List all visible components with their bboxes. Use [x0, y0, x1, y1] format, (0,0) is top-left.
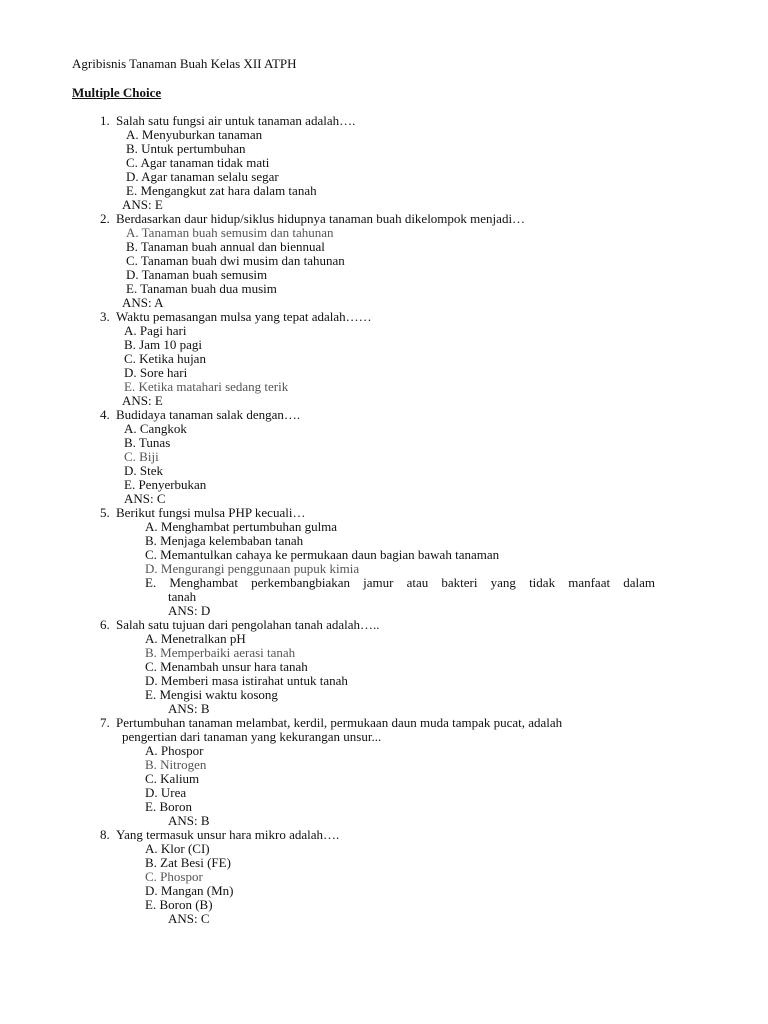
answer-option: D. Mangan (Mn) [145, 883, 234, 898]
answer-key: ANS: C [124, 491, 166, 506]
answer-option: A. Menetralkan pH [145, 631, 246, 646]
answer-option: A. Menghambat pertumbuhan gulma [145, 519, 338, 534]
answer-option: A. Klor (CI) [145, 841, 210, 856]
question-text: Salah satu fungsi air untuk tanaman adalah…. [116, 113, 356, 128]
question-number: 4. [100, 407, 110, 422]
answer-option: D. Agar tanaman selalu segar [126, 169, 279, 184]
answer-option: E. Mengangkut zat hara dalam tanah [126, 183, 317, 198]
question-text: Berikut fungsi mulsa PHP kecuali… [116, 505, 306, 520]
answer-key: ANS: A [122, 295, 164, 310]
answer-option: A. Menyuburkan tanaman [126, 127, 263, 142]
answer-option: B. Zat Besi (FE) [145, 855, 231, 870]
answer-option: B. Tunas [124, 435, 171, 450]
answer-option: A. Pagi hari [124, 323, 187, 338]
answer-option: D. Tanaman buah semusim [126, 267, 268, 282]
answer-option: E. Tanaman buah dua musim [126, 281, 277, 296]
answer-option: A. Cangkok [124, 421, 187, 436]
answer-option: C. Menambah unsur hara tanah [145, 659, 308, 674]
answer-option: C. Biji [124, 449, 159, 464]
question-number: 8. [100, 827, 110, 842]
answer-option: C. Kalium [145, 771, 200, 786]
answer-option: E. Menghambat perkembangbiakan jamur atau bakteri yang tidak manfaat dalam [145, 575, 655, 590]
answer-option: B. Tanaman buah annual dan biennual [126, 239, 325, 254]
question-number: 2. [100, 211, 110, 226]
answer-option: E. Mengisi waktu kosong [145, 687, 278, 702]
answer-option: D. Stek [124, 463, 163, 478]
answer-option: B. Menjaga kelembaban tanah [145, 533, 304, 548]
answer-option: A. Phospor [145, 743, 204, 758]
answer-key: ANS: B [168, 701, 210, 716]
answer-option: D. Sore hari [124, 365, 188, 380]
section-title: Multiple Choice [72, 85, 162, 100]
question-text: Waktu pemasangan mulsa yang tepat adalah…… [116, 309, 372, 324]
question-text: Yang termasuk unsur hara mikro adalah…. [116, 827, 340, 842]
answer-option-continuation: tanah [168, 589, 197, 604]
question-text: Budidaya tanaman salak dengan…. [116, 407, 301, 422]
answer-option: B. Nitrogen [145, 757, 207, 772]
document-header: Agribisnis Tanaman Buah Kelas XII ATPH [72, 56, 297, 71]
answer-option: D. Mengurangi penggunaan pupuk kimia [145, 561, 360, 576]
answer-key: ANS: D [168, 603, 211, 618]
answer-option: E. Penyerbukan [124, 477, 207, 492]
question-text: Salah satu tujuan dari pengolahan tanah adalah….. [116, 617, 380, 632]
answer-key: ANS: E [122, 393, 163, 408]
answer-key: ANS: B [168, 813, 210, 828]
question-number: 6. [100, 617, 110, 632]
answer-option: B. Jam 10 pagi [124, 337, 202, 352]
answer-option: C. Agar tanaman tidak mati [126, 155, 270, 170]
answer-option: C. Tanaman buah dwi musim dan tahunan [126, 253, 345, 268]
answer-option: D. Urea [145, 785, 187, 800]
answer-option: A. Tanaman buah semusim dan tahunan [126, 225, 334, 240]
answer-option: E. Boron (B) [145, 897, 213, 912]
answer-option: C. Ketika hujan [124, 351, 206, 366]
question-number: 1. [100, 113, 110, 128]
answer-option: B. Memperbaiki aerasi tanah [145, 645, 296, 660]
question-text: Pertumbuhan tanaman melambat, kerdil, permukaan daun muda tampak pucat, adalah [116, 715, 563, 730]
answer-option: C. Phospor [145, 869, 203, 884]
answer-option: D. Memberi masa istirahat untuk tanah [145, 673, 348, 688]
question-text-continuation: pengertian dari tanaman yang kekurangan unsur... [122, 729, 382, 744]
answer-option: B. Untuk pertumbuhan [126, 141, 246, 156]
question-number: 3. [100, 309, 110, 324]
answer-key: ANS: C [168, 911, 210, 926]
answer-option: C. Memantulkan cahaya ke permukaan daun bagian bawah tanaman [145, 547, 500, 562]
question-number: 5. [100, 505, 110, 520]
question-text: Berdasarkan daur hidup/siklus hidupnya tanaman buah dikelompok menjadi… [116, 211, 526, 226]
answer-option: E. Boron [145, 799, 192, 814]
question-number: 7. [100, 715, 110, 730]
answer-option: E. Ketika matahari sedang terik [124, 379, 289, 394]
answer-key: ANS: E [122, 197, 163, 212]
